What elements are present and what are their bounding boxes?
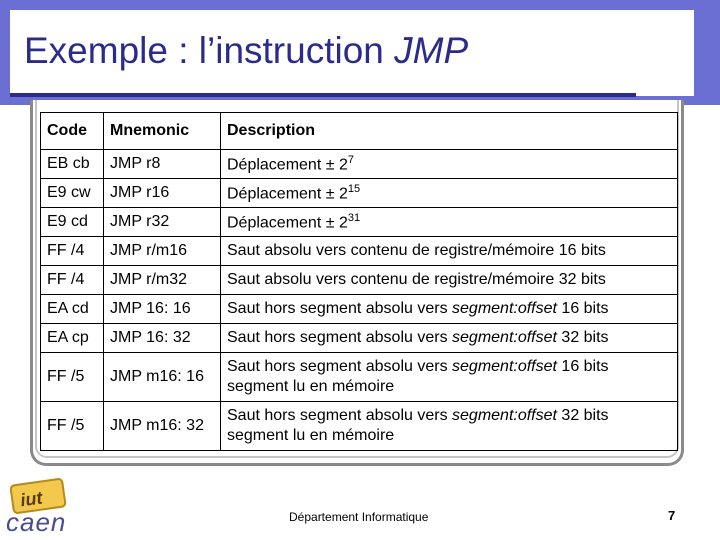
header-mnemonic: Mnemonic xyxy=(104,113,221,150)
title-emphasis: JMP xyxy=(394,30,469,71)
description-text: Saut hors segment absolu vers xyxy=(227,358,453,375)
description-emphasis: segment:offset xyxy=(452,329,557,346)
description-line2: segment lu en mémoire xyxy=(227,378,395,395)
table-row xyxy=(41,237,678,266)
cell-mnemonic: JMP r/m16 xyxy=(104,237,221,266)
table-row xyxy=(41,150,678,179)
description-emphasis: segment:offset xyxy=(452,407,557,424)
cell-description xyxy=(221,266,678,295)
cell-mnemonic: JMP 16: 32 xyxy=(104,324,221,353)
page-number: 7 xyxy=(668,508,676,523)
header-code: Code xyxy=(41,113,104,150)
table-row xyxy=(41,266,678,295)
description-text: Déplacement ± 2 xyxy=(227,214,348,232)
cell-mnemonic: JMP r16 xyxy=(104,179,221,208)
jmp-table xyxy=(40,112,678,451)
table-row xyxy=(41,179,678,208)
description-line2: segment lu en mémoire xyxy=(227,427,395,444)
description-text: Saut absolu vers contenu de registre/mémoire 16 bits xyxy=(227,242,606,259)
table-row xyxy=(41,324,678,353)
description-emphasis: segment:offset xyxy=(452,300,557,317)
cell-code: FF /5 xyxy=(41,353,104,402)
description-text: Saut hors segment absolu vers xyxy=(227,300,453,317)
slide-title xyxy=(24,30,468,72)
table-row xyxy=(41,353,678,402)
cell-mnemonic: JMP r32 xyxy=(104,208,221,237)
cell-mnemonic: JMP 16: 16 xyxy=(104,295,221,324)
cell-mnemonic: JMP m16: 32 xyxy=(104,402,221,451)
cell-code: FF /4 xyxy=(41,237,104,266)
logo-text: caen xyxy=(6,507,67,537)
cell-description xyxy=(221,402,678,451)
cell-code: EA cp xyxy=(41,324,104,353)
cell-description xyxy=(221,179,678,208)
description-suffix: 16 bits xyxy=(556,358,609,375)
exponent: 7 xyxy=(347,153,354,166)
description-suffix: 32 bits xyxy=(556,407,609,424)
description-text: Déplacement ± 2 xyxy=(227,185,348,203)
description-text: Saut absolu vers contenu de registre/mémoire 32 bits xyxy=(227,271,606,288)
table-row xyxy=(41,208,678,237)
footer-text: Département Informatique xyxy=(289,510,429,524)
table-row xyxy=(41,295,678,324)
cell-description xyxy=(221,208,678,237)
cell-code: E9 cw xyxy=(41,179,104,208)
cell-description xyxy=(221,353,678,402)
cell-mnemonic: JMP r/m32 xyxy=(104,266,221,295)
title-prefix: Exemple : l’instruction xyxy=(24,30,395,71)
logo-badge-text: iut xyxy=(19,487,44,511)
cell-mnemonic: JMP r8 xyxy=(104,150,221,179)
description-suffix: 16 bits xyxy=(556,300,609,317)
table-header-row xyxy=(41,113,678,150)
table-row xyxy=(41,402,678,451)
title-underline xyxy=(10,93,636,97)
description-text: Saut hors segment absolu vers xyxy=(227,329,453,346)
cell-code: FF /5 xyxy=(41,402,104,451)
cell-code: EB cb xyxy=(41,150,104,179)
cell-description xyxy=(221,237,678,266)
header-description: Description xyxy=(221,113,678,150)
cell-description xyxy=(221,150,678,179)
description-emphasis: segment:offset xyxy=(452,358,557,375)
cell-description xyxy=(221,295,678,324)
cell-description xyxy=(221,324,678,353)
cell-code: EA cd xyxy=(41,295,104,324)
cell-code: E9 cd xyxy=(41,208,104,237)
exponent: 31 xyxy=(347,211,361,224)
cell-mnemonic: JMP m16: 16 xyxy=(104,353,221,402)
exponent: 15 xyxy=(347,182,361,195)
description-text: Saut hors segment absolu vers xyxy=(227,407,453,424)
cell-code: FF /4 xyxy=(41,266,104,295)
description-suffix: 32 bits xyxy=(556,329,609,346)
description-text: Déplacement ± 2 xyxy=(227,156,348,174)
table-body xyxy=(41,150,678,451)
